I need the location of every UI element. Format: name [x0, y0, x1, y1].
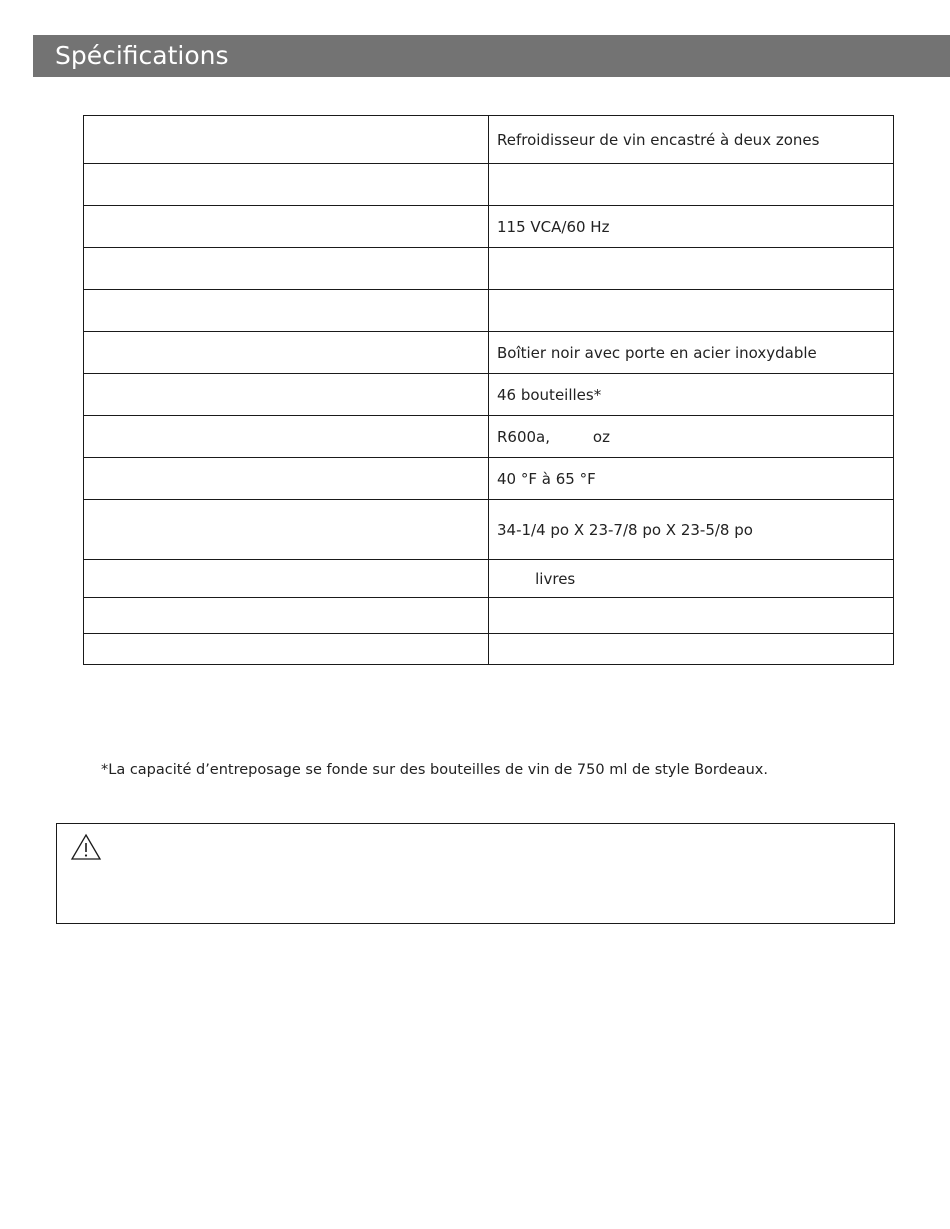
- table-row: [84, 116, 894, 164]
- spec-label: [84, 332, 489, 374]
- spec-label: [84, 458, 489, 500]
- table-row: [84, 206, 894, 248]
- spec-value: 34-1/4 po X 23-7/8 po X 23-5/8 po: [489, 500, 894, 560]
- spec-value: 40 °F à 65 °F: [489, 458, 894, 500]
- spec-value: 46 bouteilles*: [489, 374, 894, 416]
- storage-capacity-footnote: *La capacité d’entreposage se fonde sur des bouteilles de vin de 750 ml de style Bordeaux.: [101, 762, 768, 778]
- spec-value: [489, 290, 894, 332]
- table-row: [84, 458, 894, 500]
- specifications-table: [83, 115, 894, 665]
- table-row: [84, 634, 894, 665]
- spec-label: [84, 598, 489, 634]
- section-header: [33, 35, 950, 77]
- table-row: [84, 164, 894, 206]
- table-row: [84, 416, 894, 458]
- spec-value: Refroidisseur de vin encastré à deux zones: [489, 116, 894, 164]
- warning-box: [56, 823, 895, 924]
- spec-label: [84, 164, 489, 206]
- spec-value: 115 VCA/60 Hz: [489, 206, 894, 248]
- table-row: [84, 560, 894, 598]
- table-row: [84, 500, 894, 560]
- spec-value: Boîtier noir avec porte en acier inoxydable: [489, 332, 894, 374]
- table-row: [84, 290, 894, 332]
- spec-label: [84, 374, 489, 416]
- table-row: [84, 248, 894, 290]
- spec-value: livres: [489, 560, 894, 598]
- spec-label: [84, 206, 489, 248]
- spec-value: R600a, oz: [489, 416, 894, 458]
- spec-label: [84, 634, 489, 665]
- spec-value: [489, 248, 894, 290]
- warning-triangle-icon: [70, 833, 102, 861]
- table-row: [84, 598, 894, 634]
- spec-label: [84, 116, 489, 164]
- spec-label: [84, 248, 489, 290]
- spec-label: [84, 416, 489, 458]
- spec-value: [489, 634, 894, 665]
- spec-label: [84, 560, 489, 598]
- spec-value: [489, 598, 894, 634]
- page-title: Spécifications: [55, 41, 229, 70]
- table-row: [84, 374, 894, 416]
- spec-label: [84, 500, 489, 560]
- table-row: [84, 332, 894, 374]
- spec-label: [84, 290, 489, 332]
- spec-value: [489, 164, 894, 206]
